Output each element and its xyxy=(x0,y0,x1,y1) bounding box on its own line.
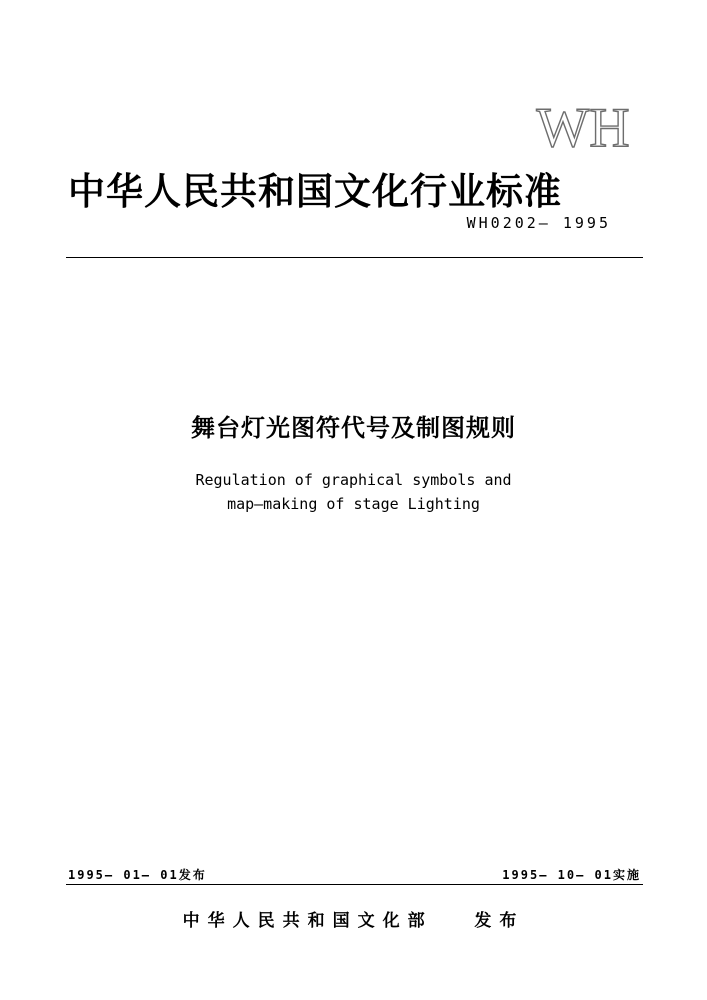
standard-title: 中华人民共和国文化行业标准 xyxy=(68,170,562,213)
wh-logo xyxy=(523,100,643,152)
publisher: 中华人民共和国文化部 发布 xyxy=(182,911,525,931)
wh-logo-mark xyxy=(523,100,643,152)
dates-row xyxy=(68,866,641,884)
document-title-en-line1: Regulation of graphical symbols and xyxy=(195,471,512,489)
bottom-divider xyxy=(66,884,643,885)
document-title-en-line2: map—making of stage Lighting xyxy=(227,495,480,513)
document-title-en xyxy=(0,468,707,516)
wh-logo-text: WH xyxy=(536,100,630,152)
implement-date: 1995— 10— 01实施 xyxy=(502,868,641,882)
top-divider xyxy=(66,257,643,258)
issue-date: 1995— 01— 01发布 xyxy=(68,868,207,882)
standard-code: WH0202— 1995 xyxy=(466,214,611,232)
document-title-cn: 舞台灯光图符代号及制图规则 xyxy=(191,414,516,442)
